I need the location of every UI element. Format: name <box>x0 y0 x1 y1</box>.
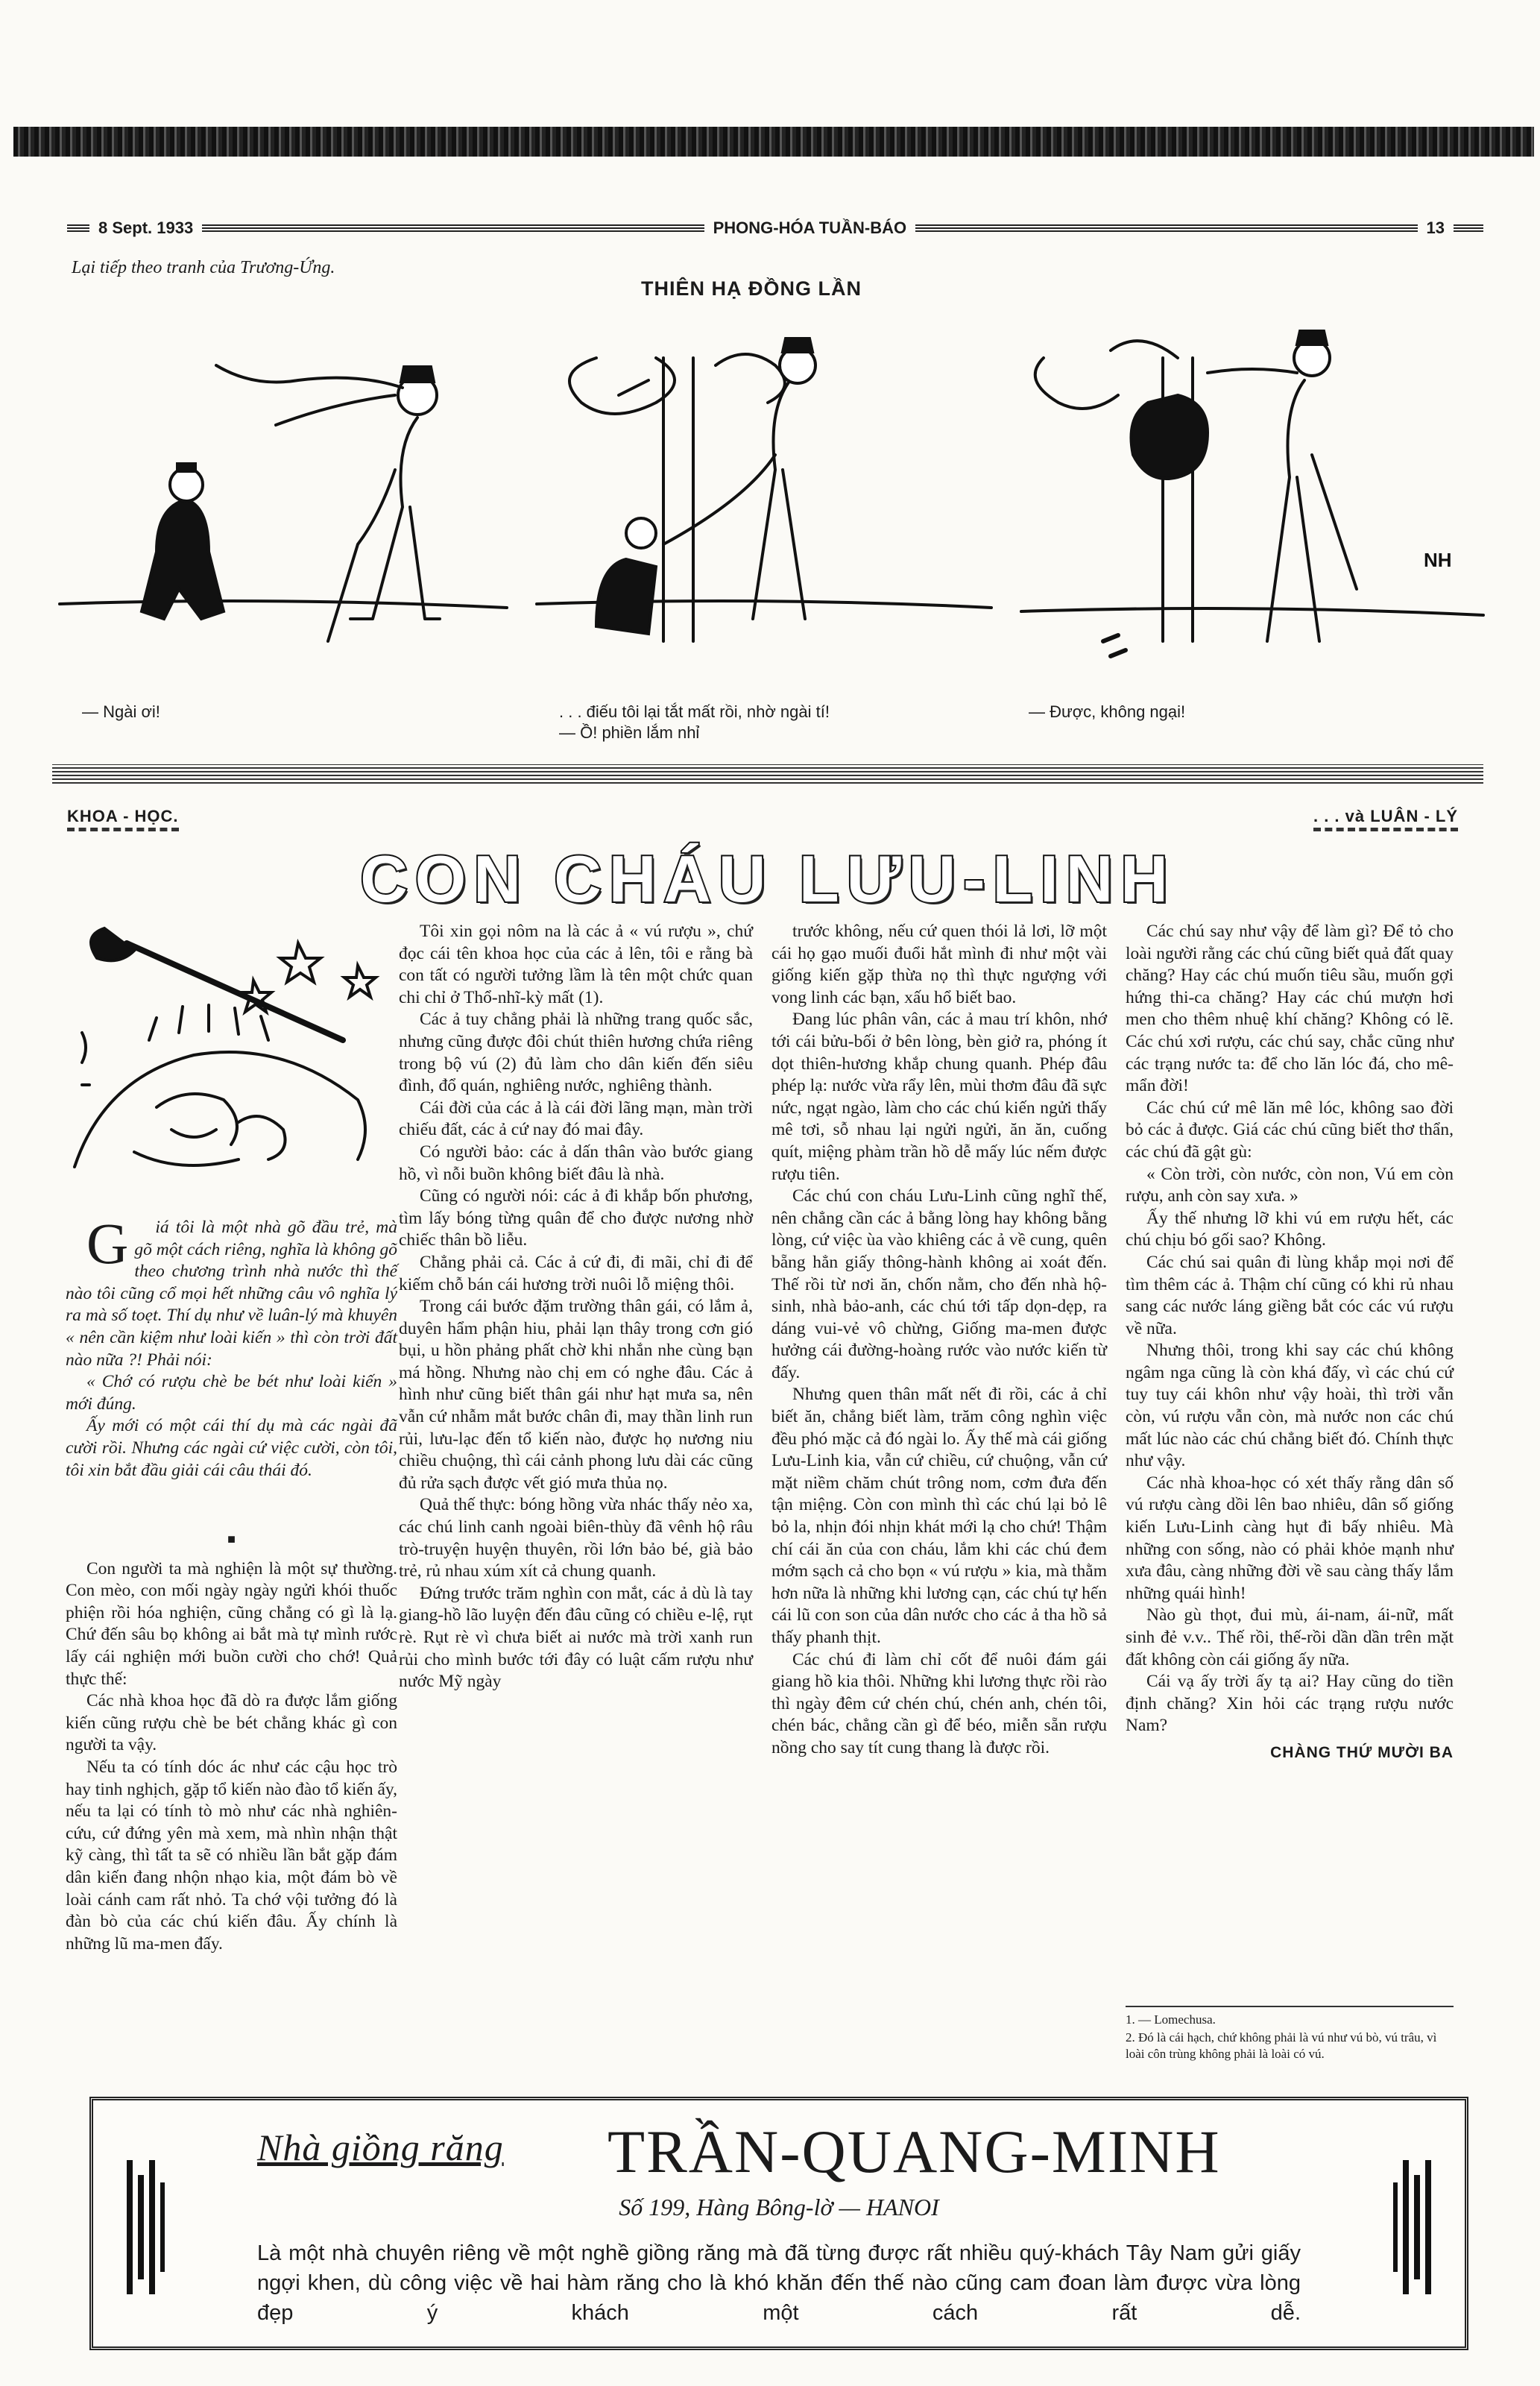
article-illustration <box>60 913 388 1189</box>
artist-signature: NH <box>1424 549 1452 571</box>
paragraph: Nào gù thọt, đui mù, ái-nam, ái-nữ, mất sinh đẻ v.v.. Thế rồi, thế-rồi dần dần trên mặt đất không còn cái giống ấy nữa. <box>1126 1605 1454 1669</box>
comic-caption-2a: . . . điếu tôi lại tắt mất rồi, nhờ ngài tí! <box>559 702 830 721</box>
paragraph: Chẳng phải cả. Các ả cứ đi, đi mãi, chỉ đi để kiếm chỗ bán cái hương trời nuôi lỗ miệng thôi. <box>399 1252 753 1294</box>
paragraph: Tôi xin gọi nôm na là các ả « vú rượu », chứ đọc cái tên khoa học của các ả lên, tôi e rằng bà con tất có người tưởng lầm là tên một chức quan chi chỉ ở Thổ-nhĩ-kỳ mất (1). <box>399 922 753 1007</box>
tooth-ornament-icon <box>123 2153 168 2302</box>
paragraph: trước không, nếu cứ quen thói lả lơi, lỡ một cái họ gạo muối đuổi hắt mình đi như một vài giống kiến gặp thừa nọ thì thực ngượng với vong linh các bạn, xấu hổ biết bao. <box>771 922 1107 1007</box>
paragraph: Các chú con cháu Lưu-Linh cũng nghĩ thế, nên chẳng cần các ả bằng lòng hay không bằng lòng, cứ việc ùa vào khiêng các ả về cung, quên bẵng hẳn giấy thông-hành không ai xoát đến. Thế rồi từ nơi ăn, chốn nằm, cho đến nhà hộ-sinh, nhà bảo-anh, các chú tới tấp dọn-dẹp, ra dáng vui-vẻ vô chừng, Giống ma-men được hưởng cái đường-hoàng rước vào nước kiến từ đấy. <box>771 1186 1107 1382</box>
paragraph: Các chú say như vậy để làm gì? Để tỏ cho loài người rằng các chú cũng biết quả đất quay chăng? Hay các chú muốn tiêu sầu, muốn gợi hứng thi-ca chăng? Hay các chú mượn hơi men cho thêm nhuệ khí chăng? Không có lẽ. Các chú xơi rượu, các chú say, chắc cũng như các trạng nước ta: để cho lăn lóc đá, cho mê-mẩn đời! <box>1126 922 1454 1096</box>
article-column-1 <box>66 1211 397 1482</box>
article-column-4 <box>1126 921 1454 1764</box>
author-signature: CHÀNG THỨ MƯỜI BA <box>1270 1743 1454 1761</box>
paragraph: Đang lúc phân vân, các ả mau trí khôn, nhớ tới cái bửu-bối ở bên lòng, bèn giở ra, phóng ít dọt thiên-hương khắp chung quanh. Phép đâu phép lạ: nước vừa rẩy lên, mùi thơm đâu đã sực nức, ngạt ngào, làm cho các chú kiến ngửi thấy mê tơi, sỗ nhau lại ngửi ngửi, ăn ăn, cuống quít, miệng phàm trần hồ dễ mấy lúc nếm được rượu tiên. <box>771 1010 1107 1184</box>
paragraph: « Còn trời, còn nước, còn non, Vú em còn rượu, anh còn say xưa. » <box>1126 1164 1454 1206</box>
article-column-2 <box>399 921 753 1693</box>
intro-paragraph-2: « Chớ có rượu chè be bét như loài kiến » mới đúng. <box>66 1372 397 1414</box>
section-label-left: KHOA - HỌC. <box>67 807 179 831</box>
page-number: 13 <box>1426 218 1445 237</box>
comic-caption-3: — Được, không ngại! <box>1029 702 1186 721</box>
paragraph: Cũng có người nói: các ả đi khắp bốn phương, tìm lấy bóng từng quân để cho được nương nhờ chiếc thân bồ liễu. <box>399 1186 753 1250</box>
tooth-ornament-icon <box>1390 2153 1435 2302</box>
ad-tagline: Nhà giồng răng <box>257 2127 504 2168</box>
article-column-3 <box>771 921 1107 1760</box>
ad-body-text: Là một nhà chuyên riêng về một nghề giồng răng mà đã từng được rất nhiều quý-khách Tây Nam gửi giấy ngợi khen, dù công việc về hai hàm răng cho là khó khăn đến thế nào cũng cam đoan làm được vừa lòng đẹp ý khách một cách rất dễ. <box>257 2241 1301 2325</box>
paragraph: Các chú đi làm chỉ cốt để nuôi đám gái giang hồ kia thôi. Những khi lương thực rồi rào thì ngày đêm cứ chén chú, chén anh, chén tôi, chén bác, chẳng cần gì để béo, miễn sẵn rượu nồng cho say tít cung thang là được rồi. <box>771 1649 1107 1757</box>
footnote-2: 2. Đó là cái hạch, chứ không phải là vú như vú bò, vú trâu, vì loài côn trùng không phải là loài có vú. <box>1126 2030 1437 2061</box>
paragraph: Nhưng thôi, trong khi say các chú không ngâm nga cũng là còn khá đấy, vì các chú cứ tuy tuy cái khôn như vậy hoài, thì trời vẫn còn, vú rượu vẫn còn, mà nước non các chú mất lúc nào các chú chẳng biết đó. Chính thực như vậy. <box>1126 1341 1454 1471</box>
paragraph: Các nhà khoa học đã dò ra được lắm giống kiến cũng rượu chè be bét chẳng khác gì con người ta vậy. <box>66 1691 397 1755</box>
comic-strip <box>45 313 1491 701</box>
ad-brand-name: TRẦN-QUANG-MINH <box>608 2118 1221 2185</box>
footnote-1: 1. — Lomechusa. <box>1126 2012 1216 2027</box>
page-header <box>67 218 1483 237</box>
comic-caption-2b: — Ồ! phiền lắm nhỉ <box>559 723 700 742</box>
paragraph: Con người ta mà nghiện là một sự thường. Con mèo, con mối ngày ngày ngửi khói thuốc phiện rồi hóa nghiện, cũng chẳng có gì là lạ. Chứ đến sâu bọ không ai bắt mà tự mình rước lấy cái nghiện mới buồn cười cho chớ! Quả thực thế: <box>66 1558 397 1689</box>
section-label-right: . . . và LUÂN - LÝ <box>1313 807 1458 831</box>
publication-name: PHONG-HÓA TUẦN-BÁO <box>713 218 907 237</box>
paragraph: Cái đời của các ả là cái đời lãng mạn, màn trời chiếu đất, các ả cứ nay đó mai đây. <box>399 1098 753 1140</box>
dentist-advertisement <box>89 2097 1468 2350</box>
issue-date: 8 Sept. 1933 <box>98 218 194 237</box>
comic-credit: Lại tiếp theo tranh của Trương-Ứng. <box>72 258 335 277</box>
ad-address: Số 199, Hàng Bông-lờ — HANOI <box>619 2194 939 2220</box>
paragraph: Các ả tuy chẳng phải là những trang quốc sắc, nhưng cũng được đôi chút thiên hương chứa riêng trong bộ vú (2) đủ làm cho dân kiến đến siêu đình, đổ quán, nghiêng nước, nghiêng thành. <box>399 1010 753 1096</box>
paragraph: Các nhà khoa-học có xét thấy rằng dân số vú rượu càng dồi lên bao nhiêu, dân số giống kiến Lưu-Linh càng hụt đi bấy nhiêu. Mà những con sống, nào có phải khỏe mạnh như xưa đâu, càng những đời về sau càng thấy lắm những quái hình! <box>1126 1473 1454 1603</box>
intro-paragraph-1: Giá tôi là một nhà gõ đầu trẻ, mà gõ một cách riêng, nghĩa là không gõ theo chương trình nhà nước thì thế nào tôi cũng cổ mọi hết những câu vô nghĩa lý ra mà số toẹt. Thí dụ như về luân-lý mà khuyên « nên cần kiệm như loài kiến » thì còn trời đất nào nữa ?! Phải nói: <box>66 1211 397 1370</box>
article-column-1-body <box>66 1521 397 1955</box>
comic-caption-1: — Ngài ơi! <box>82 702 160 721</box>
paragraph: Các chú cứ mê lăn mê lóc, không sao đời bỏ các ả được. Giá các chú cũng biết thơ thẩn, các chú đã gật gù: <box>1126 1098 1454 1162</box>
paragraph: Có người bảo: các ả dấn thân vào bước giang hồ, vì nỗi buồn không biết đâu là nhà. <box>399 1142 753 1184</box>
paragraph: Ấy thế nhưng lỡ khi vú em rượu hết, các chú chịu bó gối sao? Không. <box>1126 1208 1454 1250</box>
paragraph: Cái vạ ấy trời ấy tạ ai? Hay cũng do tiền định chăng? Xin hỏi các trạng rượu nước Nam? <box>1126 1672 1454 1736</box>
torn-top-edge <box>13 127 1534 157</box>
paragraph: Trong cái bước đặm trường thân gái, có lắm ả, duyên hẩm phận hiu, phải lạn thây trong cơn gió bụi, u hồn phảng phất chờ khi nhắn nhe cùng bạn má hồng. Nhưng nào chị em có nghe đâu. Các ả hình như cũng biết thân gái như hạt mưa sa, nên vẫn cứ nhẫm mắt bước chân đi, may thần linh run rủi, lưu-lạc đến tổ kiến nào, được họ nương niu chiều chuộng, thì cái cảnh phong lưu dài các cũng đủ rửa sạch được vết gió mưa thủa nọ. <box>399 1297 753 1493</box>
paragraph: Nếu ta có tính dóc ác như các cậu học trò hay tinh nghịch, gặp tổ kiến nào đào tổ kiến ấy, nếu ta lại có tính tò mò như các nhà nghiên-cứu, cứ đứng yên mà xem, mà nhìn nhận thật kỹ càng, thì tất ta sẽ có nhiều lần bắt gặp đám dân kiến đang nhộn nhạo kia, một đám bò về loài cánh cam rất nhỏ. Ta chớ vội tưởng đó là đàn bò của các chú kiến đâu. Ấy chính là những lũ ma-men đấy. <box>66 1757 397 1954</box>
article-headline: CON CHÁU LƯU-LINH <box>360 842 1175 916</box>
section-divider <box>52 764 1483 784</box>
section-mark: ■ <box>227 1532 236 1546</box>
intro-paragraph-3: Ấy mới có một cái thí dụ mà các ngài đã cười rồi. Nhưng các ngài cứ việc cười, còn tôi, tôi xin bắt đầu giải cái câu thái đó. <box>66 1416 397 1480</box>
paragraph: Quả thế thực: bóng hồng vừa nhác thấy nẻo xa, các chú linh canh ngoài biên-thùy đã vênh hộ râu trò-truyện huyện thuyên, rồi lớn bảo bé, già bảo trẻ, rủ nhau xúm xít cả chung quanh. <box>399 1495 753 1581</box>
comic-title: THIÊN HẠ ĐỒNG LẦN <box>641 277 862 300</box>
paragraph: Nhưng quen thân mất nết đi rồi, các ả chỉ biết ăn, chẳng biết làm, trăm công nghìn việc đều phó mặc cả đó ngài lo. Ấy thế mà cái giống Lưu-Linh kia, vẫn cứ chiều, cứ chuộng, vẫn cứ mặt niềm chăm chút trông nom, cơm đưa đến tận miệng. Còn con mình thì các chú lại bỏ lê bỏ la, nhịn đói nhịn khát mới lạ cho chứ! Thậm chí cái ăn của con cháu, lắm khi các chú đem mớm sạch cả cho bọn « vú rượu » kia, mà thằm hơn nữa là những khi lương cạn, các chú tự hến cái lũ con son của dân nước cho các ả tha hồ sả thấy phanh thịt. <box>771 1385 1107 1647</box>
paragraph: Đứng trước trăm nghìn con mắt, các ả dù là tay giang-hồ lão luyện đến đâu cũng có chiều e-lệ, rụt rè. Rụt rè vì chưa biết ai nước mà trời xanh run rủi cho mình bước tới đây có luật cấm rượu như nước Mỹ ngày <box>399 1583 753 1692</box>
comic-illustration <box>45 313 1491 701</box>
paragraph: Các chú sai quân đi lùng khắp mọi nơi để tìm thêm các ả. Thậm chí cũng có khi rủ nhau sang các nước láng giềng bắt cóc các vú rượu về nữa. <box>1126 1252 1454 1338</box>
footnotes <box>1126 2006 1454 2064</box>
